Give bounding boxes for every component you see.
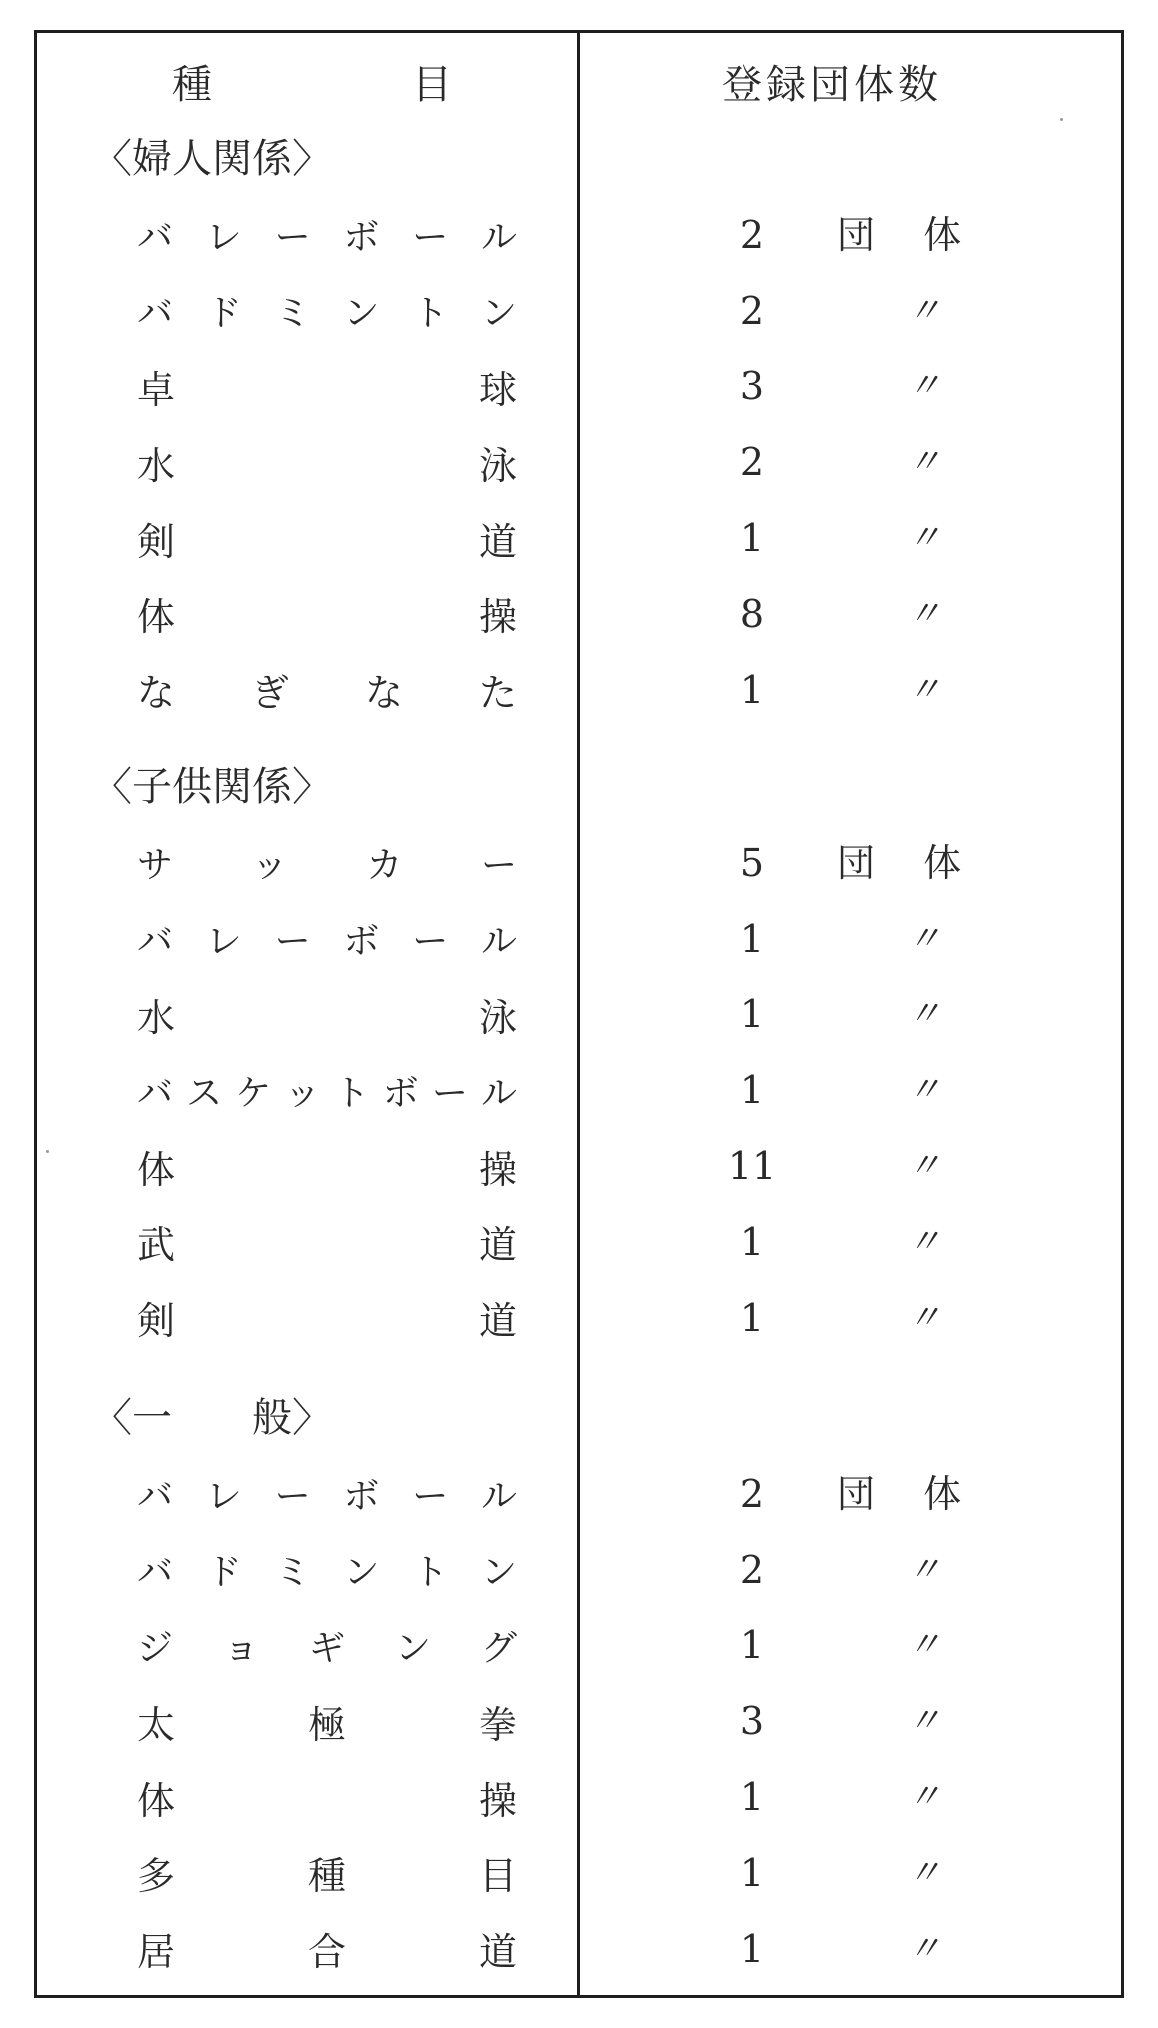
sport-name-char: 目: [478, 1854, 517, 1899]
sport-name: [137, 832, 517, 894]
sport-name-char: ー: [274, 921, 311, 963]
ditto-mark: 〃: [907, 1777, 941, 1817]
unit-label: 団 体: [837, 840, 980, 885]
sport-name: [137, 1842, 517, 1904]
group-count: 2: [739, 212, 765, 257]
ditto-mark: 〃: [907, 290, 941, 331]
sport-name-char: ル: [480, 1476, 517, 1518]
table-row: [37, 908, 1121, 970]
sport-name-char: ッ: [251, 845, 288, 887]
sport-name-char: ル: [480, 921, 517, 963]
sport-name-char: ト: [412, 1552, 449, 1594]
sport-name: [137, 1463, 517, 1525]
group-count: 1: [739, 1926, 765, 1971]
sport-name-char: ケ: [235, 1072, 272, 1114]
table-row: [37, 1287, 1121, 1349]
sport-name-char: 武: [137, 1223, 176, 1268]
table-row: [37, 507, 1121, 569]
sport-name: [137, 1059, 517, 1121]
ditto-mark: 〃: [907, 1625, 941, 1666]
sport-name-char: 操: [478, 1778, 517, 1823]
section-heading-row: [37, 756, 1121, 818]
sport-name-char: ル: [480, 1072, 517, 1114]
sport-name-char: 太: [137, 1702, 176, 1747]
sport-name-char: 球: [478, 367, 517, 412]
sport-name-char: な: [137, 671, 176, 716]
ditto-mark: 〃: [907, 442, 941, 483]
sport-name-char: 操: [478, 595, 517, 640]
table-row: [37, 983, 1121, 1045]
sport-name-char: 拳: [478, 1702, 517, 1747]
sport-name-char: ト: [412, 293, 449, 335]
sport-name-char: 泳: [478, 443, 517, 488]
sport-name-char: ボ: [343, 1476, 380, 1518]
sport-name: [137, 1211, 517, 1273]
group-count: 1: [739, 992, 765, 1037]
sport-name-char: レ: [205, 921, 242, 963]
ditto-mark: 〃: [907, 1221, 941, 1262]
header-category: [172, 55, 452, 115]
table-row: [37, 1842, 1121, 1904]
sport-name-char: ル: [480, 217, 517, 259]
group-count: 1: [739, 1850, 765, 1895]
table-row: [37, 280, 1121, 342]
table-row: [37, 832, 1121, 894]
sport-name-char: レ: [205, 1476, 242, 1518]
header-registered-groups: 登録団体数: [722, 62, 942, 108]
sport-name-char: 合: [307, 1930, 346, 1975]
sport-name-char: ぎ: [250, 671, 289, 716]
ditto-mark: 〃: [907, 1701, 941, 1742]
sport-name-char: バ: [137, 921, 174, 963]
scan-speck: [1060, 118, 1063, 121]
sport-name: [137, 355, 517, 417]
scan-speck: [46, 1150, 49, 1153]
sport-name-char: ボ: [382, 1072, 419, 1114]
sport-name-char: バ: [137, 293, 174, 335]
ditto-mark: 〃: [907, 1549, 941, 1590]
sport-name-char: ー: [412, 1476, 449, 1518]
sport-name-char: ミ: [274, 1552, 311, 1594]
sport-name-char: 剣: [137, 1299, 176, 1344]
table-row: [37, 1539, 1121, 1601]
section-heading-row: [37, 1387, 1121, 1449]
table-row: [37, 1918, 1121, 1980]
sports-registration-table: [34, 30, 1124, 1998]
section-title: 〈子供関係〉: [92, 764, 332, 810]
sport-name-char: 居: [137, 1930, 176, 1975]
table-row: [37, 204, 1121, 266]
sport-name-char: 操: [478, 1147, 517, 1192]
sport-name-char: ー: [412, 921, 449, 963]
sport-name-char: ー: [412, 217, 449, 259]
sport-name-char: ミ: [274, 293, 311, 335]
group-count: 1: [739, 1219, 765, 1264]
sport-name-char: ギ: [308, 1627, 345, 1669]
sport-name-char: カ: [366, 845, 403, 887]
sport-name-char: ン: [343, 1552, 380, 1594]
sport-name: [137, 1918, 517, 1980]
sport-name-char: ン: [394, 1627, 431, 1669]
sport-name-char: 道: [478, 1930, 517, 1975]
sport-name-char: バ: [137, 1476, 174, 1518]
table-row: [37, 355, 1121, 417]
sport-name: [137, 1135, 517, 1197]
table-row: [37, 659, 1121, 721]
table-row: [37, 1211, 1121, 1273]
sport-name-char: ン: [480, 293, 517, 335]
sport-name-char: バ: [137, 1552, 174, 1594]
group-count: 1: [739, 1295, 765, 1340]
ditto-mark: 〃: [907, 918, 941, 959]
ditto-mark: 〃: [907, 593, 941, 634]
sport-name: [137, 983, 517, 1045]
sport-name-char: 水: [137, 443, 176, 488]
table-row: [37, 1135, 1121, 1197]
sport-name: [137, 1690, 517, 1752]
ditto-mark: 〃: [907, 366, 941, 407]
sport-name-char: 体: [137, 1778, 176, 1823]
section-title: 〈一 般〉: [92, 1395, 332, 1441]
ditto-mark: 〃: [907, 1928, 941, 1969]
sport-name: [137, 280, 517, 342]
group-count: 11: [727, 1144, 777, 1188]
sport-name-char: ン: [343, 293, 380, 335]
sport-name-char: 体: [137, 1147, 176, 1192]
group-count: 1: [739, 516, 765, 560]
group-count: 2: [739, 1547, 765, 1592]
group-count: 1: [739, 1068, 765, 1113]
sport-name-char: サ: [137, 845, 174, 887]
sport-name-char: バ: [137, 1072, 174, 1114]
sport-name-char: 卓: [137, 367, 176, 412]
sport-name-char: ス: [186, 1072, 223, 1114]
sport-name-char: ト: [333, 1072, 370, 1114]
ditto-mark: 〃: [907, 1852, 941, 1893]
sport-name: [137, 908, 517, 970]
sport-name: [137, 659, 517, 721]
sport-name-char: 極: [307, 1702, 346, 1747]
sport-name-char: た: [478, 671, 517, 716]
group-count: 1: [739, 916, 765, 961]
sport-name-char: グ: [480, 1627, 517, 1669]
group-count: 3: [739, 364, 765, 409]
table-row: [37, 1766, 1121, 1828]
sport-name-char: ボ: [343, 921, 380, 963]
sport-name: [137, 1614, 517, 1676]
sport-name-char: ー: [274, 1476, 311, 1518]
table-row: [37, 1463, 1121, 1525]
group-count: 2: [739, 288, 765, 333]
sport-name-char: 道: [478, 1223, 517, 1268]
sport-name: [137, 1539, 517, 1601]
group-count: 8: [739, 591, 765, 636]
sport-name-char: ー: [431, 1072, 468, 1114]
group-count: 1: [739, 1775, 765, 1819]
ditto-mark: 〃: [907, 1070, 941, 1111]
group-count: 3: [739, 1699, 765, 1744]
sport-name-char: 道: [478, 1299, 517, 1344]
sport-name-char: ー: [480, 845, 517, 887]
table-row: [37, 1614, 1121, 1676]
ditto-mark: 〃: [907, 994, 941, 1035]
section-heading-row: [37, 128, 1121, 190]
sport-name-char: 種: [307, 1854, 346, 1899]
sport-name-char: ジ: [137, 1627, 174, 1669]
group-count: 1: [739, 667, 765, 712]
sport-name-char: ド: [205, 1552, 242, 1594]
sport-name-char: ー: [274, 217, 311, 259]
group-count: 2: [739, 440, 765, 485]
ditto-mark: 〃: [907, 1297, 941, 1338]
sport-name-char: ッ: [284, 1072, 321, 1114]
sport-name-char: ン: [480, 1552, 517, 1594]
sport-name-char: レ: [205, 217, 242, 259]
sport-name-char: ョ: [222, 1627, 259, 1669]
sport-name-char: な: [364, 671, 403, 716]
ditto-mark: 〃: [907, 669, 941, 710]
group-count: 2: [739, 1471, 765, 1516]
sport-name-char: 水: [137, 995, 176, 1040]
ditto-mark: 〃: [907, 518, 941, 558]
sport-name: [137, 583, 517, 645]
header-category-char: 種: [172, 62, 212, 108]
group-count: 1: [739, 1623, 765, 1668]
unit-label: 団 体: [837, 1471, 980, 1516]
sport-name: [137, 1766, 517, 1828]
sport-name-char: 泳: [478, 995, 517, 1040]
sport-name: [137, 431, 517, 493]
table-row: [37, 431, 1121, 493]
table-row: [37, 1690, 1121, 1752]
group-count: 5: [739, 840, 765, 885]
table-row: [37, 583, 1121, 645]
table-row: [37, 1059, 1121, 1121]
sport-name: [137, 507, 517, 569]
ditto-mark: 〃: [907, 1146, 941, 1186]
sport-name: [137, 1287, 517, 1349]
sport-name-char: 多: [137, 1854, 176, 1899]
sport-name-char: バ: [137, 217, 174, 259]
sport-name-char: 剣: [137, 519, 176, 564]
sport-name: [137, 204, 517, 266]
sport-name-char: 道: [478, 519, 517, 564]
sport-name-char: ボ: [343, 217, 380, 259]
sport-name-char: ド: [205, 293, 242, 335]
header-category-char: 目: [412, 62, 452, 108]
section-title: 〈婦人関係〉: [92, 136, 332, 182]
sport-name-char: 体: [137, 595, 176, 640]
unit-label: 団 体: [837, 212, 980, 257]
